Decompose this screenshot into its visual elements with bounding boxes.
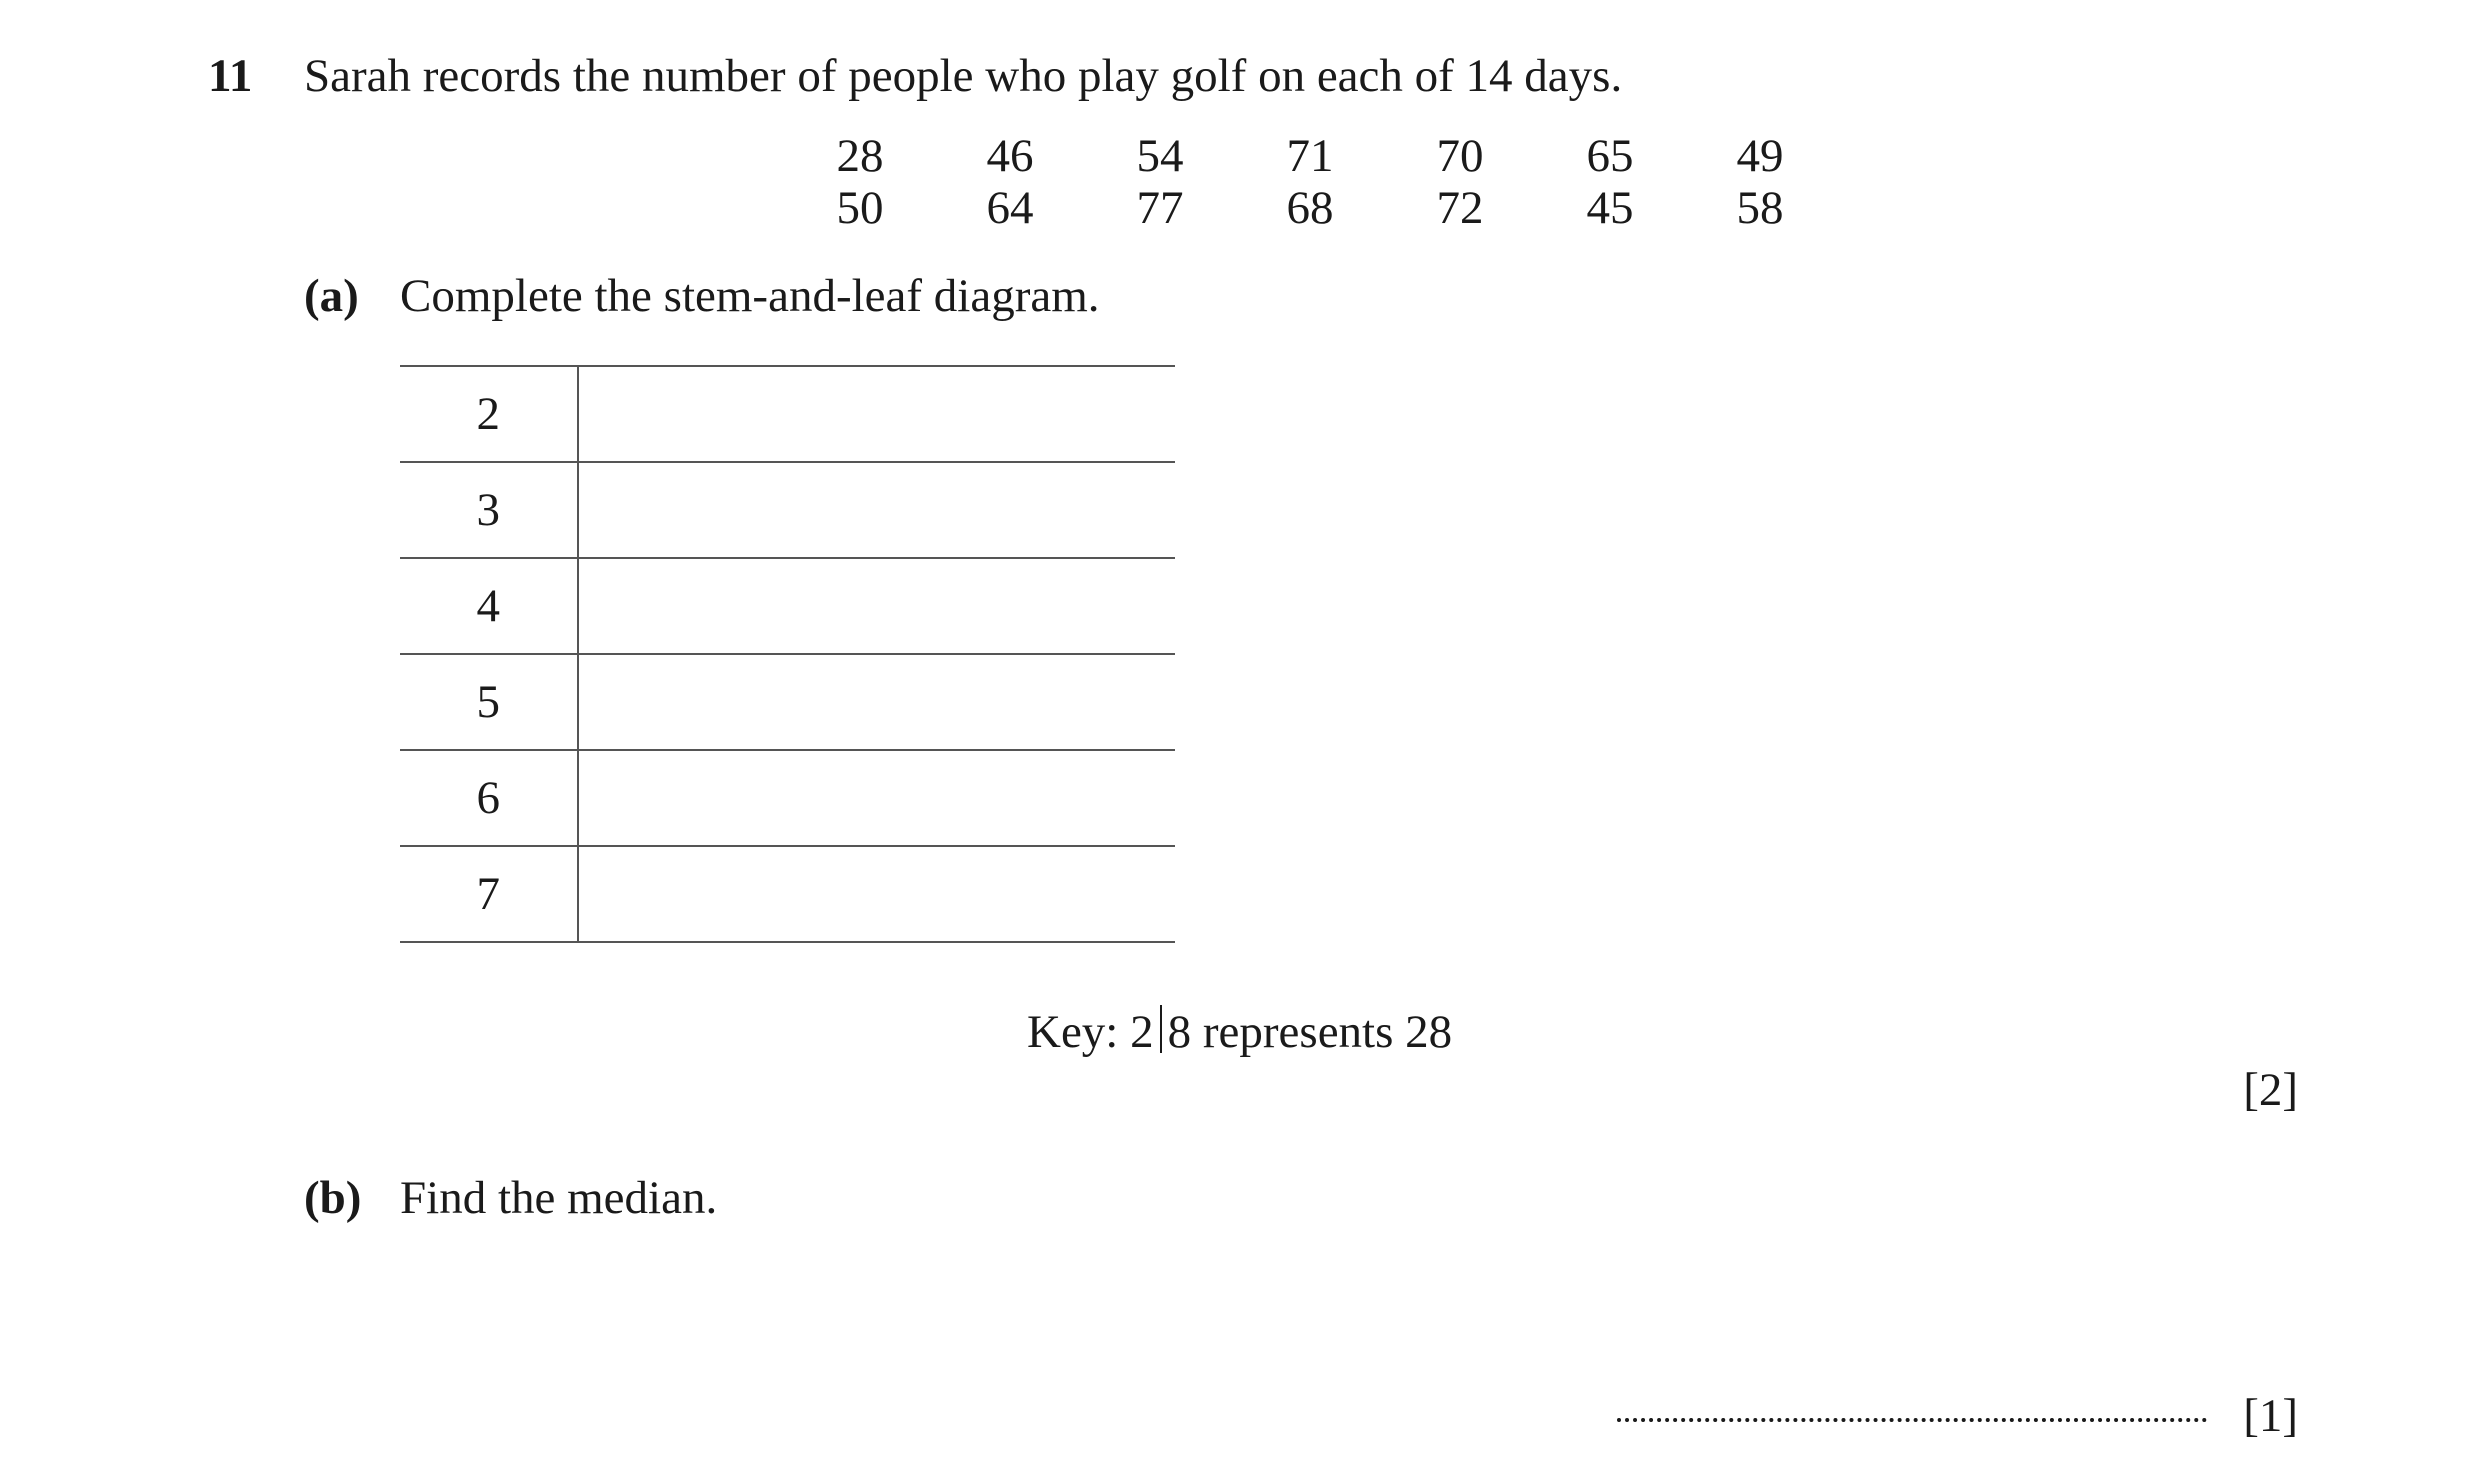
part-a-marks: [2]	[2243, 1064, 2298, 1116]
stem-value: 4	[400, 558, 578, 654]
stem-and-leaf-diagram	[400, 365, 1175, 943]
stem-value: 5	[400, 654, 578, 750]
leaf-cell[interactable]	[578, 462, 1175, 558]
key-divider	[1160, 1005, 1162, 1053]
diagram-key	[1027, 1000, 1452, 1064]
data-value: 49	[1736, 130, 1784, 182]
data-value: 72	[1436, 182, 1484, 234]
data-value: 65	[1586, 130, 1634, 182]
leaf-cell[interactable]	[578, 654, 1175, 750]
key-prefix: Key: 2	[1027, 1006, 1154, 1058]
stem-value: 6	[400, 750, 578, 846]
answer-line[interactable]	[1617, 1390, 2207, 1422]
leaf-cell[interactable]	[578, 366, 1175, 462]
part-b-text: Find the median.	[400, 1172, 718, 1224]
leaf-cell[interactable]	[578, 750, 1175, 846]
data-value: 45	[1586, 182, 1634, 234]
stem-row	[400, 366, 1175, 462]
part-b-marks: [1]	[2243, 1390, 2298, 1442]
stem-row	[400, 558, 1175, 654]
question-text: Sarah records the number of people who play golf on each of 14 days.	[304, 50, 1623, 102]
stem-row	[400, 750, 1175, 846]
data-value: 54	[1136, 130, 1184, 182]
leaf-cell[interactable]	[578, 558, 1175, 654]
data-value: 70	[1436, 130, 1484, 182]
stem-value: 7	[400, 846, 578, 942]
stem-row	[400, 846, 1175, 942]
data-value: 46	[986, 130, 1034, 182]
data-value: 68	[1286, 182, 1334, 234]
part-a-text: Complete the stem-and-leaf diagram.	[400, 270, 1100, 322]
stem-row	[400, 654, 1175, 750]
leaf-cell[interactable]	[578, 846, 1175, 942]
data-value: 58	[1736, 182, 1784, 234]
data-value: 77	[1136, 182, 1184, 234]
key-suffix: 8 represents 28	[1167, 1006, 1453, 1058]
data-value: 71	[1286, 130, 1334, 182]
stem-value: 2	[400, 366, 578, 462]
stem-value: 3	[400, 462, 578, 558]
data-value: 64	[986, 182, 1034, 234]
part-b-label: (b)	[304, 1172, 362, 1224]
data-row	[800, 130, 1800, 182]
question-number: 11	[208, 50, 253, 102]
stem-row	[400, 462, 1175, 558]
data-values	[800, 130, 1800, 234]
data-row	[800, 182, 1800, 234]
data-value: 50	[836, 182, 884, 234]
part-a-label: (a)	[304, 270, 359, 322]
data-value: 28	[836, 130, 884, 182]
